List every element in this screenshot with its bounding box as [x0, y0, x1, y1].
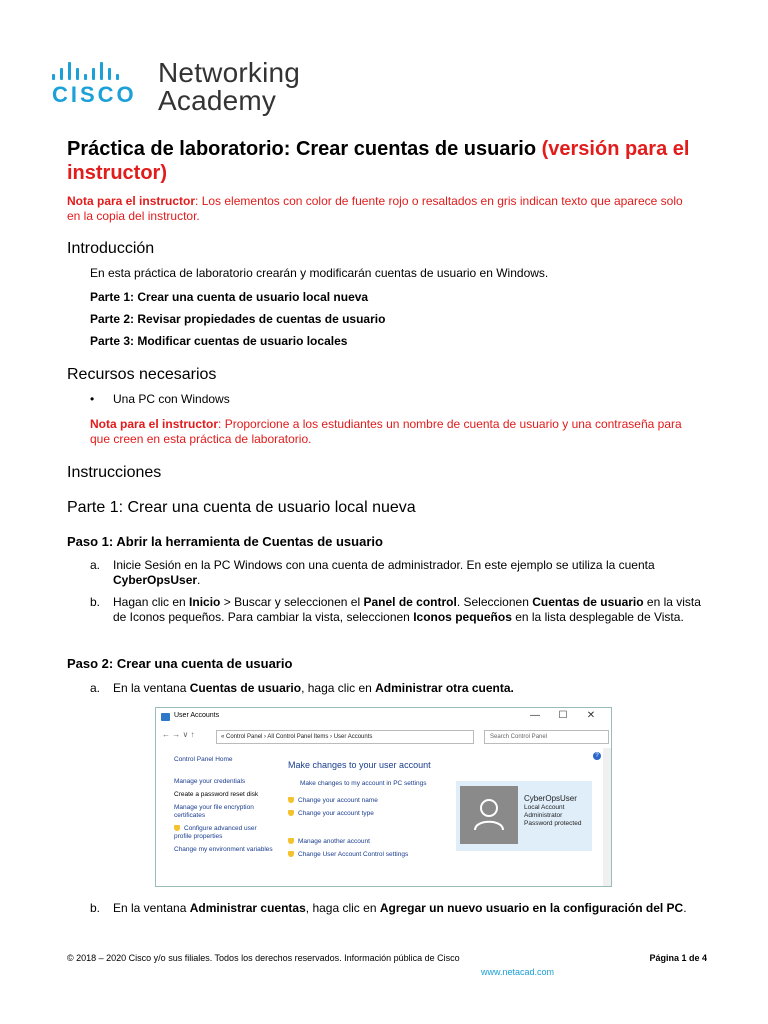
main-link: Manage another account	[288, 838, 448, 846]
window-titlebar	[156, 708, 611, 726]
step-1b-letter: b.	[90, 595, 101, 609]
instructor-note-text: : Los elementos con color de fuente rojo o resaltados en gris indican texto que aparece solo en la copia del instructor.	[67, 194, 683, 223]
main-link: Change User Account Control settings	[288, 851, 448, 859]
address-bar-row	[156, 728, 611, 746]
resource-item: Una PC con Windows	[113, 392, 230, 406]
logo-academy: Academy	[158, 85, 277, 116]
window-controls	[521, 710, 605, 721]
sidebar-link: Manage your file encryption certificates	[174, 804, 254, 819]
sidebar-link: Change my environment variables	[174, 846, 273, 853]
bullet-dot: •	[90, 392, 95, 406]
resources-note-label: Nota para el instructor	[90, 417, 219, 431]
cisco-bars-icon	[52, 60, 148, 80]
step-1b-text: Hagan clic en Inicio > Buscar y seleccionen el Panel de control. Seleccionen Cuentas de usuario en la vista de Iconos pequeños. Para cambiar la vista, seleccionen Iconos pequeños en la lista desplegable de Vista.	[113, 595, 701, 624]
title-main: Práctica de laboratorio: Crear cuentas de usuario	[67, 138, 542, 160]
shield-icon	[288, 797, 294, 803]
shield-icon	[288, 851, 294, 857]
user-detail: Administrator	[524, 812, 563, 819]
instructions-heading: Instrucciones	[67, 464, 162, 481]
cisco-wordmark: CISCO	[52, 82, 137, 107]
step-2b-text: En la ventana Administrar cuentas, haga clic en Agregar un nuevo usuario en la configuración del PC.	[113, 901, 687, 915]
page-footer	[67, 953, 707, 977]
netacad-link[interactable]: www.netacad.com	[481, 967, 555, 977]
sidebar-links	[174, 756, 274, 859]
intro-heading: Introducción	[67, 240, 155, 257]
page-title	[67, 137, 707, 185]
cisco-networking-academy-logo	[52, 58, 312, 118]
step-1-heading: Paso 1: Abrir la herramienta de Cuentas de usuario	[67, 534, 383, 549]
step-2a-letter: a.	[90, 681, 101, 695]
shield-icon	[174, 825, 180, 831]
main-heading: Make changes to your user account	[288, 760, 431, 770]
step-1a-text: Inicie Sesión en la PC Windows con una cuenta de administrador. En este ejemplo se utiliza la cuenta CyberOpsUser.	[113, 558, 655, 587]
user-name: CyberOpsUser	[524, 794, 577, 803]
page-number: Página 1 de 4	[649, 953, 707, 963]
logo-networking: Networking	[158, 57, 301, 88]
step-2a-text: En la ventana Cuentas de usuario, haga clic en Administrar otra cuenta.	[113, 681, 514, 695]
resources-instructor-note	[90, 417, 700, 447]
main-link: Make changes to my account in PC settings	[300, 780, 427, 787]
step-2-heading: Paso 2: Crear una cuenta de usuario	[67, 656, 293, 671]
minimize-icon: —	[530, 710, 540, 721]
part-2-label: Parte 2: Revisar propiedades de cuentas de usuario	[90, 312, 386, 326]
user-detail: Password protected	[524, 820, 582, 827]
nav-arrows-icon: ← → ∨ ↑	[162, 730, 195, 739]
user-info	[524, 795, 581, 828]
main-panel	[288, 760, 448, 864]
help-icon: ?	[593, 752, 601, 760]
user-avatar-icon	[460, 786, 518, 844]
user-detail: Local Account	[524, 804, 565, 811]
resources-heading: Recursos necesarios	[67, 366, 217, 383]
window-scrollbar	[603, 748, 611, 886]
sidebar-link: Configure advanced user profile properties	[174, 825, 257, 840]
close-icon: ✕	[586, 710, 596, 721]
step-2b-letter: b.	[90, 901, 101, 915]
step-1a-letter: a.	[90, 558, 101, 572]
copyright: © 2018 – 2020 Cisco y/o sus filiales. Todos los derechos reservados. Información pública de Cisco	[67, 953, 460, 963]
sidebar-link: Control Panel Home	[174, 756, 233, 763]
part-1-label: Parte 1: Crear una cuenta de usuario local nueva	[90, 290, 369, 304]
part-3-label: Parte 3: Modificar cuentas de usuario locales	[90, 334, 348, 348]
sidebar-link: Manage your credentials	[174, 778, 246, 785]
search-box: Search Control Panel	[484, 730, 609, 744]
user-avatar	[460, 786, 518, 844]
part-1-heading: Parte 1: Crear una cuenta de usuario local nueva	[67, 499, 416, 516]
intro-text: En esta práctica de laboratorio crearán y modificarán cuentas de usuario en Windows.	[90, 266, 549, 280]
maximize-icon: ☐	[558, 710, 568, 721]
shield-icon	[288, 810, 294, 816]
address-bar: « Control Panel › All Control Panel Items › User Accounts	[216, 730, 474, 744]
user-accounts-icon	[161, 713, 170, 721]
main-link: Change your account type	[288, 810, 448, 818]
user-card	[456, 781, 592, 851]
resources-note-text: : Proporcione a los estudiantes un nombre de cuenta de usuario y una contraseña para que creen en esta práctica de laboratorio.	[90, 417, 682, 446]
instructor-note	[67, 194, 697, 224]
sidebar-link: Create a password reset disk	[174, 791, 259, 798]
shield-icon	[288, 838, 294, 844]
instructor-note-label: Nota para el instructor	[67, 194, 196, 208]
main-link: Change your account name	[288, 797, 448, 805]
user-accounts-window-screenshot	[155, 707, 612, 887]
window-title: User Accounts	[174, 712, 220, 719]
title-instructor-version: (versión para el instructor)	[67, 138, 690, 184]
